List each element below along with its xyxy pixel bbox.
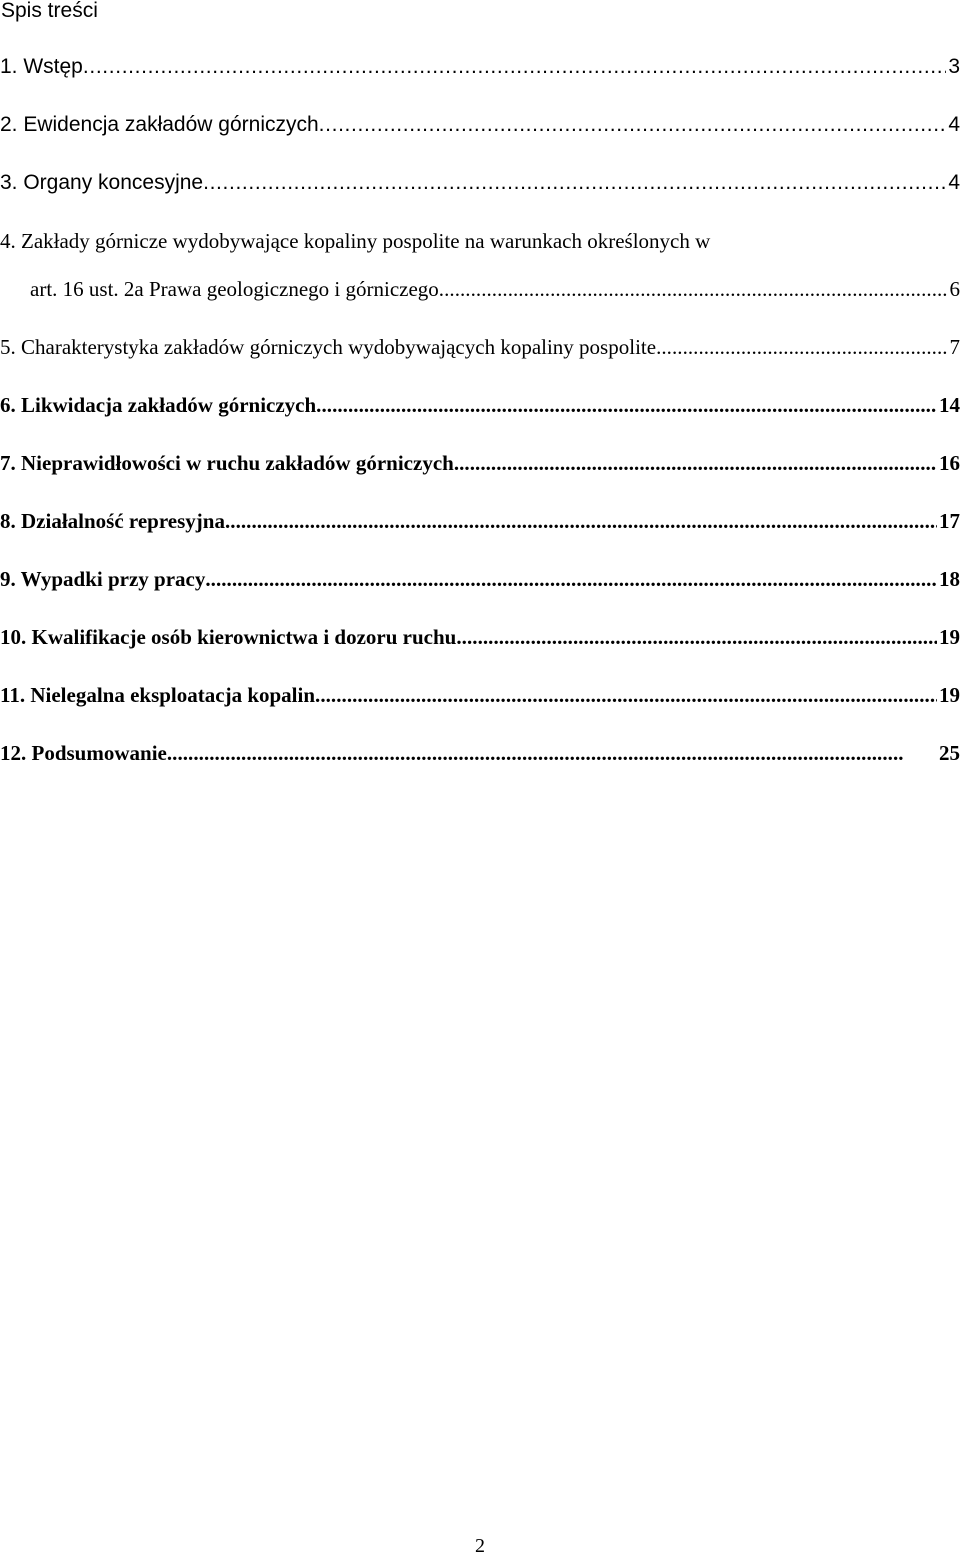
toc-entry-page: 4 — [948, 113, 960, 136]
toc-entry-1[interactable] — [0, 52, 960, 82]
toc-entry-2[interactable] — [0, 110, 960, 140]
toc-entry-3[interactable] — [0, 168, 960, 198]
dot-leader — [205, 564, 937, 594]
dot-leader — [319, 110, 947, 140]
toc-entry-page: 4 — [948, 171, 960, 194]
toc-entry-page: 25 — [939, 741, 960, 765]
toc-entry-4[interactable] — [0, 226, 960, 256]
dot-leader — [83, 52, 946, 82]
dot-leader — [167, 738, 937, 768]
toc-entry-title: 10. Kwalifikacje osób kierownictwa i dozoru ruchu — [0, 625, 457, 649]
toc-entry-page: 18 — [939, 567, 960, 591]
toc-entry-title: 4. Zakłady górnicze wydobywające kopaliny pospolite na warunkach określonych w — [0, 229, 711, 253]
toc-entry-page: 19 — [939, 683, 960, 707]
toc-entry-page: 3 — [948, 55, 960, 78]
dot-leader — [656, 332, 947, 362]
dot-leader — [225, 506, 937, 536]
toc-entry-7[interactable] — [0, 448, 960, 478]
dot-leader — [454, 448, 937, 478]
dot-leader — [456, 622, 937, 652]
toc-entry-title: 9. Wypadki przy pracy — [0, 567, 206, 591]
toc-entry-page: 17 — [939, 509, 960, 533]
dot-leader — [315, 680, 937, 710]
dot-leader — [439, 274, 948, 304]
toc-entry-title: 2. Ewidencja zakładów górniczych — [0, 113, 319, 136]
toc-entry-6[interactable] — [0, 390, 960, 420]
toc-entry-title: 12. Podsumowanie — [0, 741, 167, 765]
toc-entry-title: 5. Charakterystyka zakładów górniczych wydobywających kopaliny pospolite — [0, 335, 657, 359]
toc-entry-page: 19 — [939, 625, 960, 649]
dot-leader — [316, 390, 937, 420]
toc-entry-page: 6 — [949, 277, 960, 301]
toc-entry-9[interactable] — [0, 564, 960, 594]
toc-entry-8[interactable] — [0, 506, 960, 536]
toc-entry-title: 3. Organy koncesyjne — [0, 171, 204, 194]
toc-entry-5[interactable] — [0, 332, 960, 362]
toc-entry-12[interactable] — [0, 738, 960, 768]
toc-entry-11[interactable] — [0, 680, 960, 710]
toc-entry-title: 1. Wstęp — [0, 55, 83, 78]
toc-entry-title: 6. Likwidacja zakładów górniczych — [0, 393, 317, 417]
dot-leader — [203, 168, 946, 198]
toc-entry-page: 14 — [939, 393, 960, 417]
toc-entry-title: 11. Nielegalna eksploatacja kopalin — [0, 683, 316, 707]
toc-entry-title: 8. Działalność represyjna — [0, 509, 225, 533]
page-number: 2 — [475, 1535, 485, 1557]
toc-entry-page: 7 — [949, 335, 960, 359]
toc-entry-page: 16 — [939, 451, 960, 475]
toc-heading: Spis treści — [1, 0, 98, 22]
toc-entry-10[interactable] — [0, 622, 960, 652]
toc-entry-4-continuation[interactable] — [30, 274, 960, 304]
toc-entry-title-continuation: art. 16 ust. 2a Prawa geologicznego i górniczego — [30, 277, 439, 301]
toc-entry-title: 7. Nieprawidłowości w ruchu zakładów górniczych — [0, 451, 454, 475]
